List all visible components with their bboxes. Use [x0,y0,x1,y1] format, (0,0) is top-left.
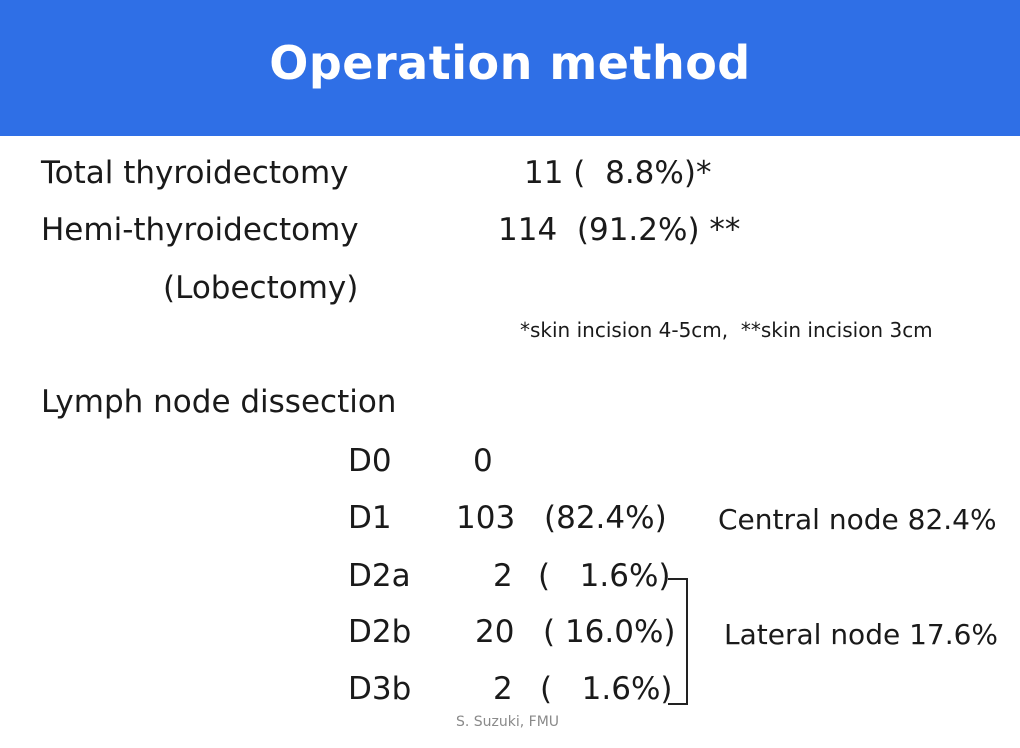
dissection-pct-d3b: ( 1.6%) [540,671,673,707]
op-value-hemi: 114 (91.2%) ** [498,212,741,248]
lymph-heading: Lymph node dissection [41,384,397,420]
dissection-count-d0: 0 [473,443,493,479]
lateral-node-note: Lateral node 17.6% [724,618,999,651]
slide-title: Operation method [269,36,751,90]
dissection-grade-d2b: D2b [348,614,412,650]
op-label-lobectomy: (Lobectomy) [163,270,359,306]
dissection-count-d3b: 2 [493,671,513,707]
dissection-pct-d2a: ( 1.6%) [538,558,671,594]
central-node-note: Central node 82.4% [718,503,997,536]
op-value-total: 11 ( 8.8%)* [524,155,712,191]
dissection-grade-d1: D1 [348,500,392,536]
dissection-grade-d2a: D2a [348,558,411,594]
title-banner [0,0,1020,136]
op-label-hemi: Hemi-thyroidectomy [41,212,359,248]
op-label-total: Total thyroidectomy [41,155,349,191]
dissection-pct-d2b: ( 16.0%) [543,614,676,650]
dissection-count-d1: 103 [456,500,516,536]
dissection-grade-d3b: D3b [348,671,412,707]
dissection-count-d2a: 2 [493,558,513,594]
dissection-grade-d0: D0 [348,443,392,479]
dissection-pct-d1: (82.4%) [544,500,667,536]
dissection-count-d2b: 20 [475,614,515,650]
author-credit: S. Suzuki, FMU [456,714,560,730]
lateral-bracket [668,578,688,705]
skin-incision-footnote: *skin incision 4-5cm, **skin incision 3cm [520,318,933,342]
